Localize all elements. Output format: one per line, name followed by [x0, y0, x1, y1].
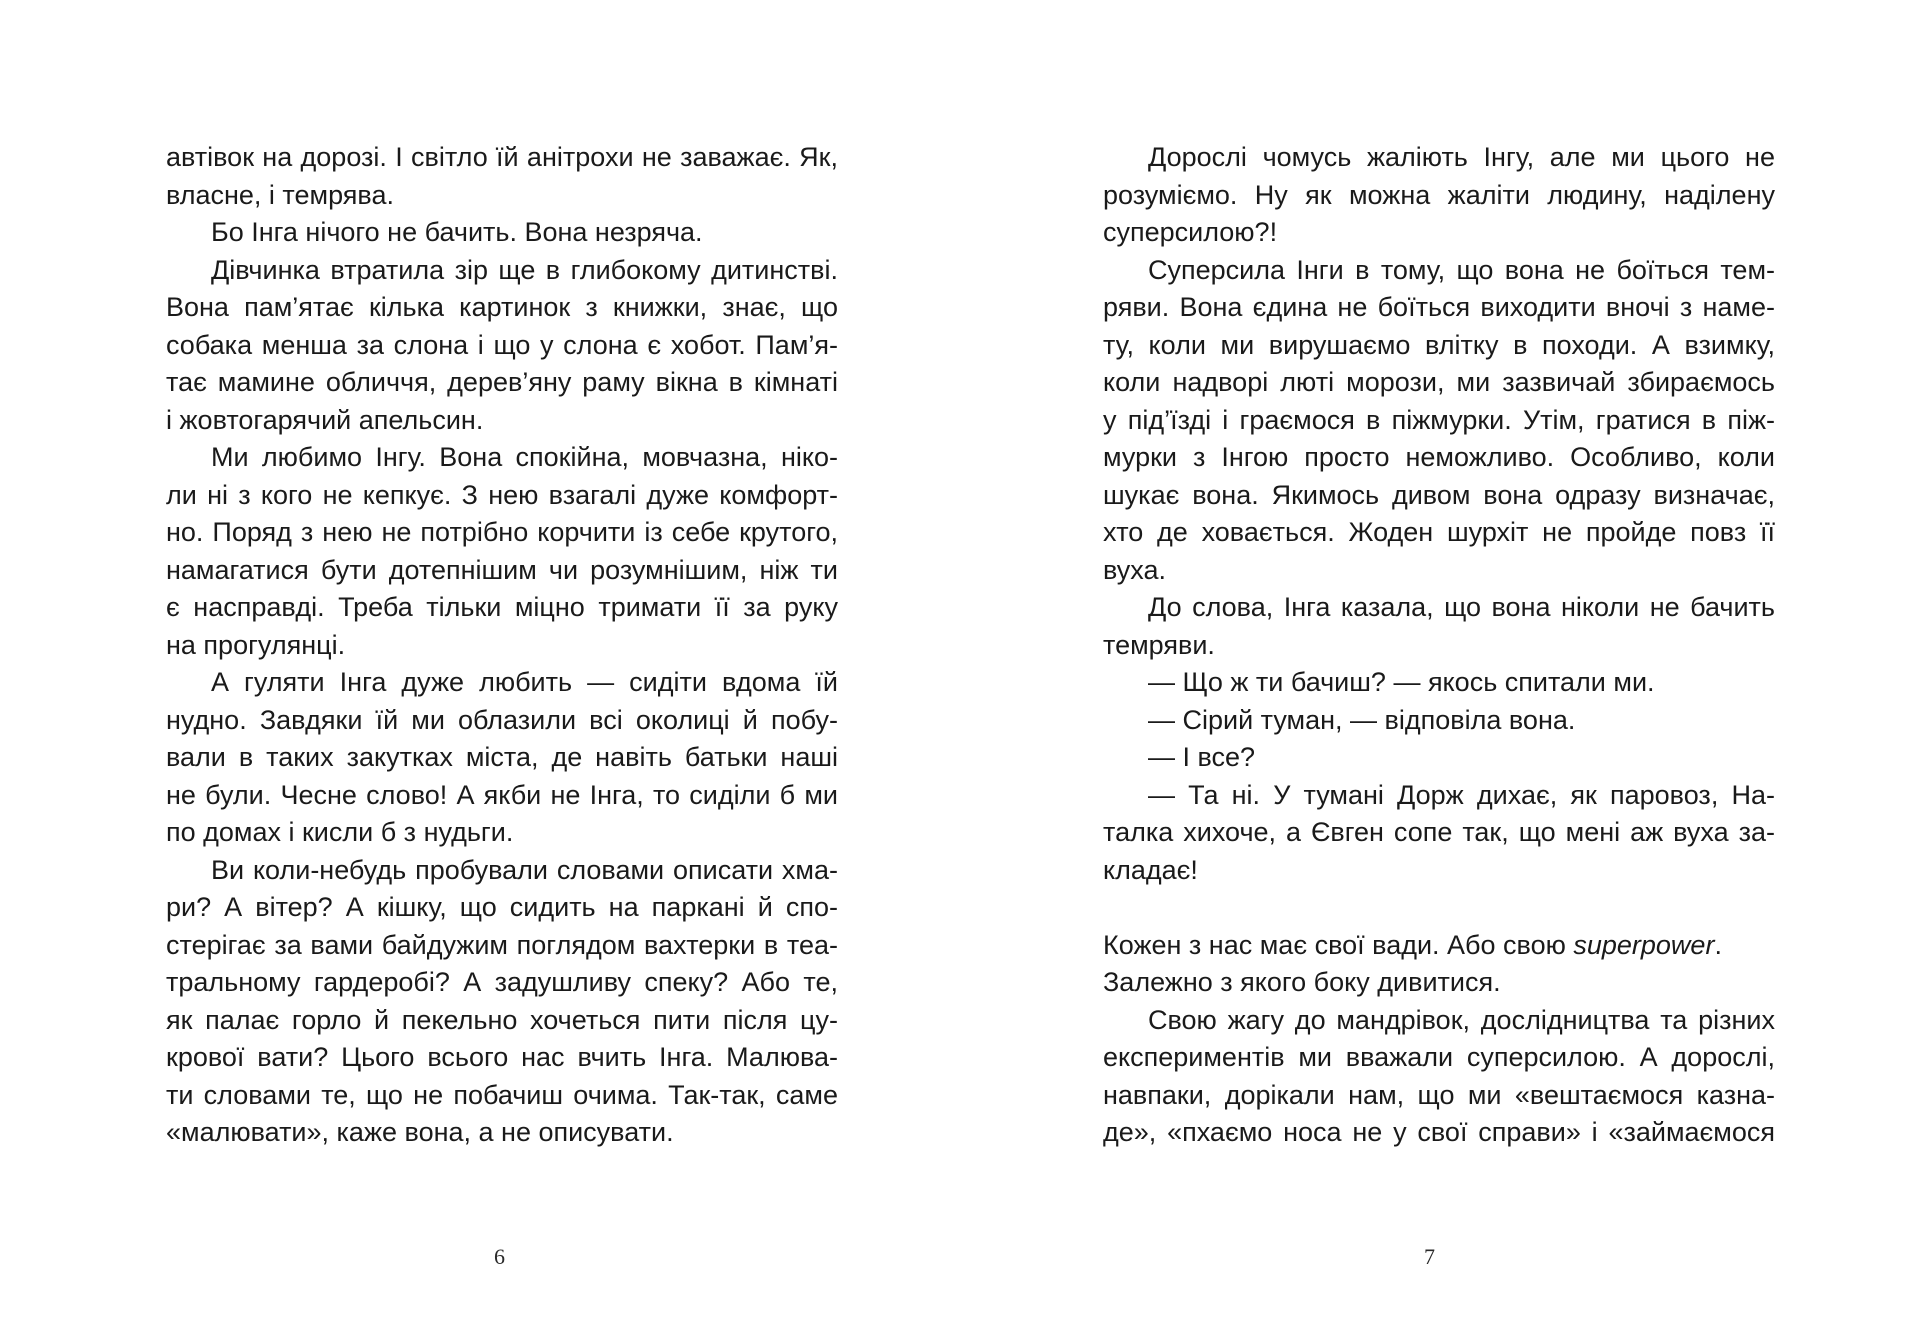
text-line: автівок на дорозі. І світло їй анітрохи не заважає. Як, — [166, 142, 838, 172]
text-line: — І все? — [1148, 742, 1256, 772]
text-line: кладає! — [1103, 854, 1198, 885]
text-line: розуміємо. Ну як можна жаліти людину, наділену — [1103, 179, 1775, 210]
text-line: собака менша за слона і що у слона є хобот. Пам’я- — [166, 329, 838, 360]
section-gap — [1103, 889, 1775, 927]
text-line: — Та ні. У тумані Дорж дихає, як паровоз, На- — [1148, 779, 1775, 810]
text-line: Залежно з якого боку дивитися. — [1103, 967, 1501, 997]
text-line: Суперсила Інги в тому, що вона не боїться тем- — [1148, 254, 1775, 285]
text-line: Бо Інга нічого не бачить. Вона незряча. — [211, 217, 703, 247]
text-line: темряви. — [1103, 629, 1215, 660]
text-line: не були. Чесне слово! А якби не Інга, то сиділи б ми — [166, 779, 838, 810]
text-line: но. Поряд з нею не потрібно корчити із себе крутого, — [166, 517, 838, 547]
text-line: Дорослі чомусь жаліють Інгу, але ми цього не — [1148, 142, 1775, 172]
right-page-text — [1103, 139, 1775, 1152]
right-page — [960, 0, 1920, 1325]
page-number-right: 7 — [1424, 1244, 1435, 1269]
text-line: ри? А вітер? А кішку, що сидить на паркані й спо- — [166, 892, 838, 922]
text-line: у під’їзді і граємося в піжмурки. Утім, гратися в піж- — [1103, 404, 1775, 435]
text-line: як палає горло й пекельно хочеться пити після цу- — [166, 1004, 838, 1035]
text-line: стерігає за вами байдужим поглядом вахтерки в теа- — [166, 929, 838, 960]
text-line: — Що ж ти бачиш? — якось спитали ми. — [1148, 667, 1655, 697]
text-line: коли надворі люті морози, ми зазвичай збираємось — [1103, 367, 1775, 397]
text-line: суперсилою?! — [1103, 217, 1278, 247]
text-line: мурки з Інгою просто неможливо. Особливо, коли — [1103, 442, 1775, 472]
text-line: вуха. — [1103, 554, 1166, 585]
text-line-start: Кожен з нас має свої вади. Або свою — [1103, 929, 1574, 960]
text-line: До слова, Інга казала, що вона ніколи не бачить — [1148, 592, 1775, 622]
text-line: вали в таких закутках міста, де навіть батьки наші — [166, 742, 838, 772]
text-line: по домах і кисли б з нудьги. — [166, 817, 514, 847]
text-line: ту, коли ми вирушаємо влітку в походи. А взимку, — [1103, 329, 1775, 360]
text-line: талка хихоче, а Євген сопе так, що мені аж вуха за- — [1103, 817, 1775, 847]
text-line: і жовтогарячий апельсин. — [166, 404, 484, 435]
text-line: Ви коли-небудь пробували словами описати хма- — [211, 854, 838, 885]
text-line: Ми любимо Інгу. Вона спокійна, мовчазна, ніко- — [211, 442, 838, 472]
text-line: ти словами те, що не побачиш очима. Так-так, саме — [166, 1079, 838, 1110]
text-line: «малювати», каже вона, а не описувати. — [166, 1117, 674, 1147]
text-line: є насправді. Треба тільки міцно тримати її за руку — [166, 592, 838, 622]
text-line: Дівчинка втратила зір ще в глибокому дитинстві. — [211, 254, 838, 285]
text-line: хто де ховається. Жоден шурхіт не пройде повз її — [1103, 517, 1775, 547]
text-line: намагатися бути дотепнішим чи розумнішим, ніж ти — [166, 554, 838, 585]
text-line: Свою жагу до мандрівок, дослідництва та різних — [1148, 1004, 1775, 1035]
text-line: А гуляти Інга дуже любить — сидіти вдома їй — [211, 667, 838, 697]
text-line: на прогулянці. — [166, 629, 346, 660]
text-line: ли ні з кого не кепкує. З нею взагалі дуже комфорт- — [166, 479, 838, 510]
left-page-text — [166, 139, 838, 1152]
text-line: нудно. Завдяки їй ми облазили всі околиці й побу- — [166, 704, 838, 735]
text-line: тральному гардеробі? А задушливу спеку? Або те, — [166, 967, 838, 997]
text-line: крової вати? Цього всього нас вчить Інга. Малюва- — [166, 1042, 838, 1072]
text-line: — Сірий туман, — відповіла вона. — [1148, 704, 1576, 735]
text-line: навпаки, дорікали нам, що ми «вештаємося казна- — [1103, 1079, 1775, 1110]
text-line: власне, і темрява. — [166, 179, 394, 210]
text-line: тає мамине обличчя, дерев’яну раму вікна в кімнаті — [166, 367, 838, 397]
italic-word: superpower — [1573, 929, 1715, 960]
text-line: де», «пхаємо носа не у свої справи» і «займаємося — [1103, 1117, 1775, 1147]
text-line: експериментів ми вважали суперсилою. А дорослі, — [1103, 1042, 1775, 1072]
text-line: шукає вона. Якимось дивом вона одразу визначає, — [1103, 479, 1775, 510]
text-line: ряви. Вона єдина не боїться виходити вночі з наме- — [1103, 292, 1775, 322]
text-line — [1103, 927, 1775, 965]
page-number-left: 6 — [494, 1244, 505, 1269]
text-line: Вона пам’ятає кілька картинок з книжки, знає, що — [166, 292, 838, 322]
italic-suffix: . — [1714, 929, 1722, 960]
